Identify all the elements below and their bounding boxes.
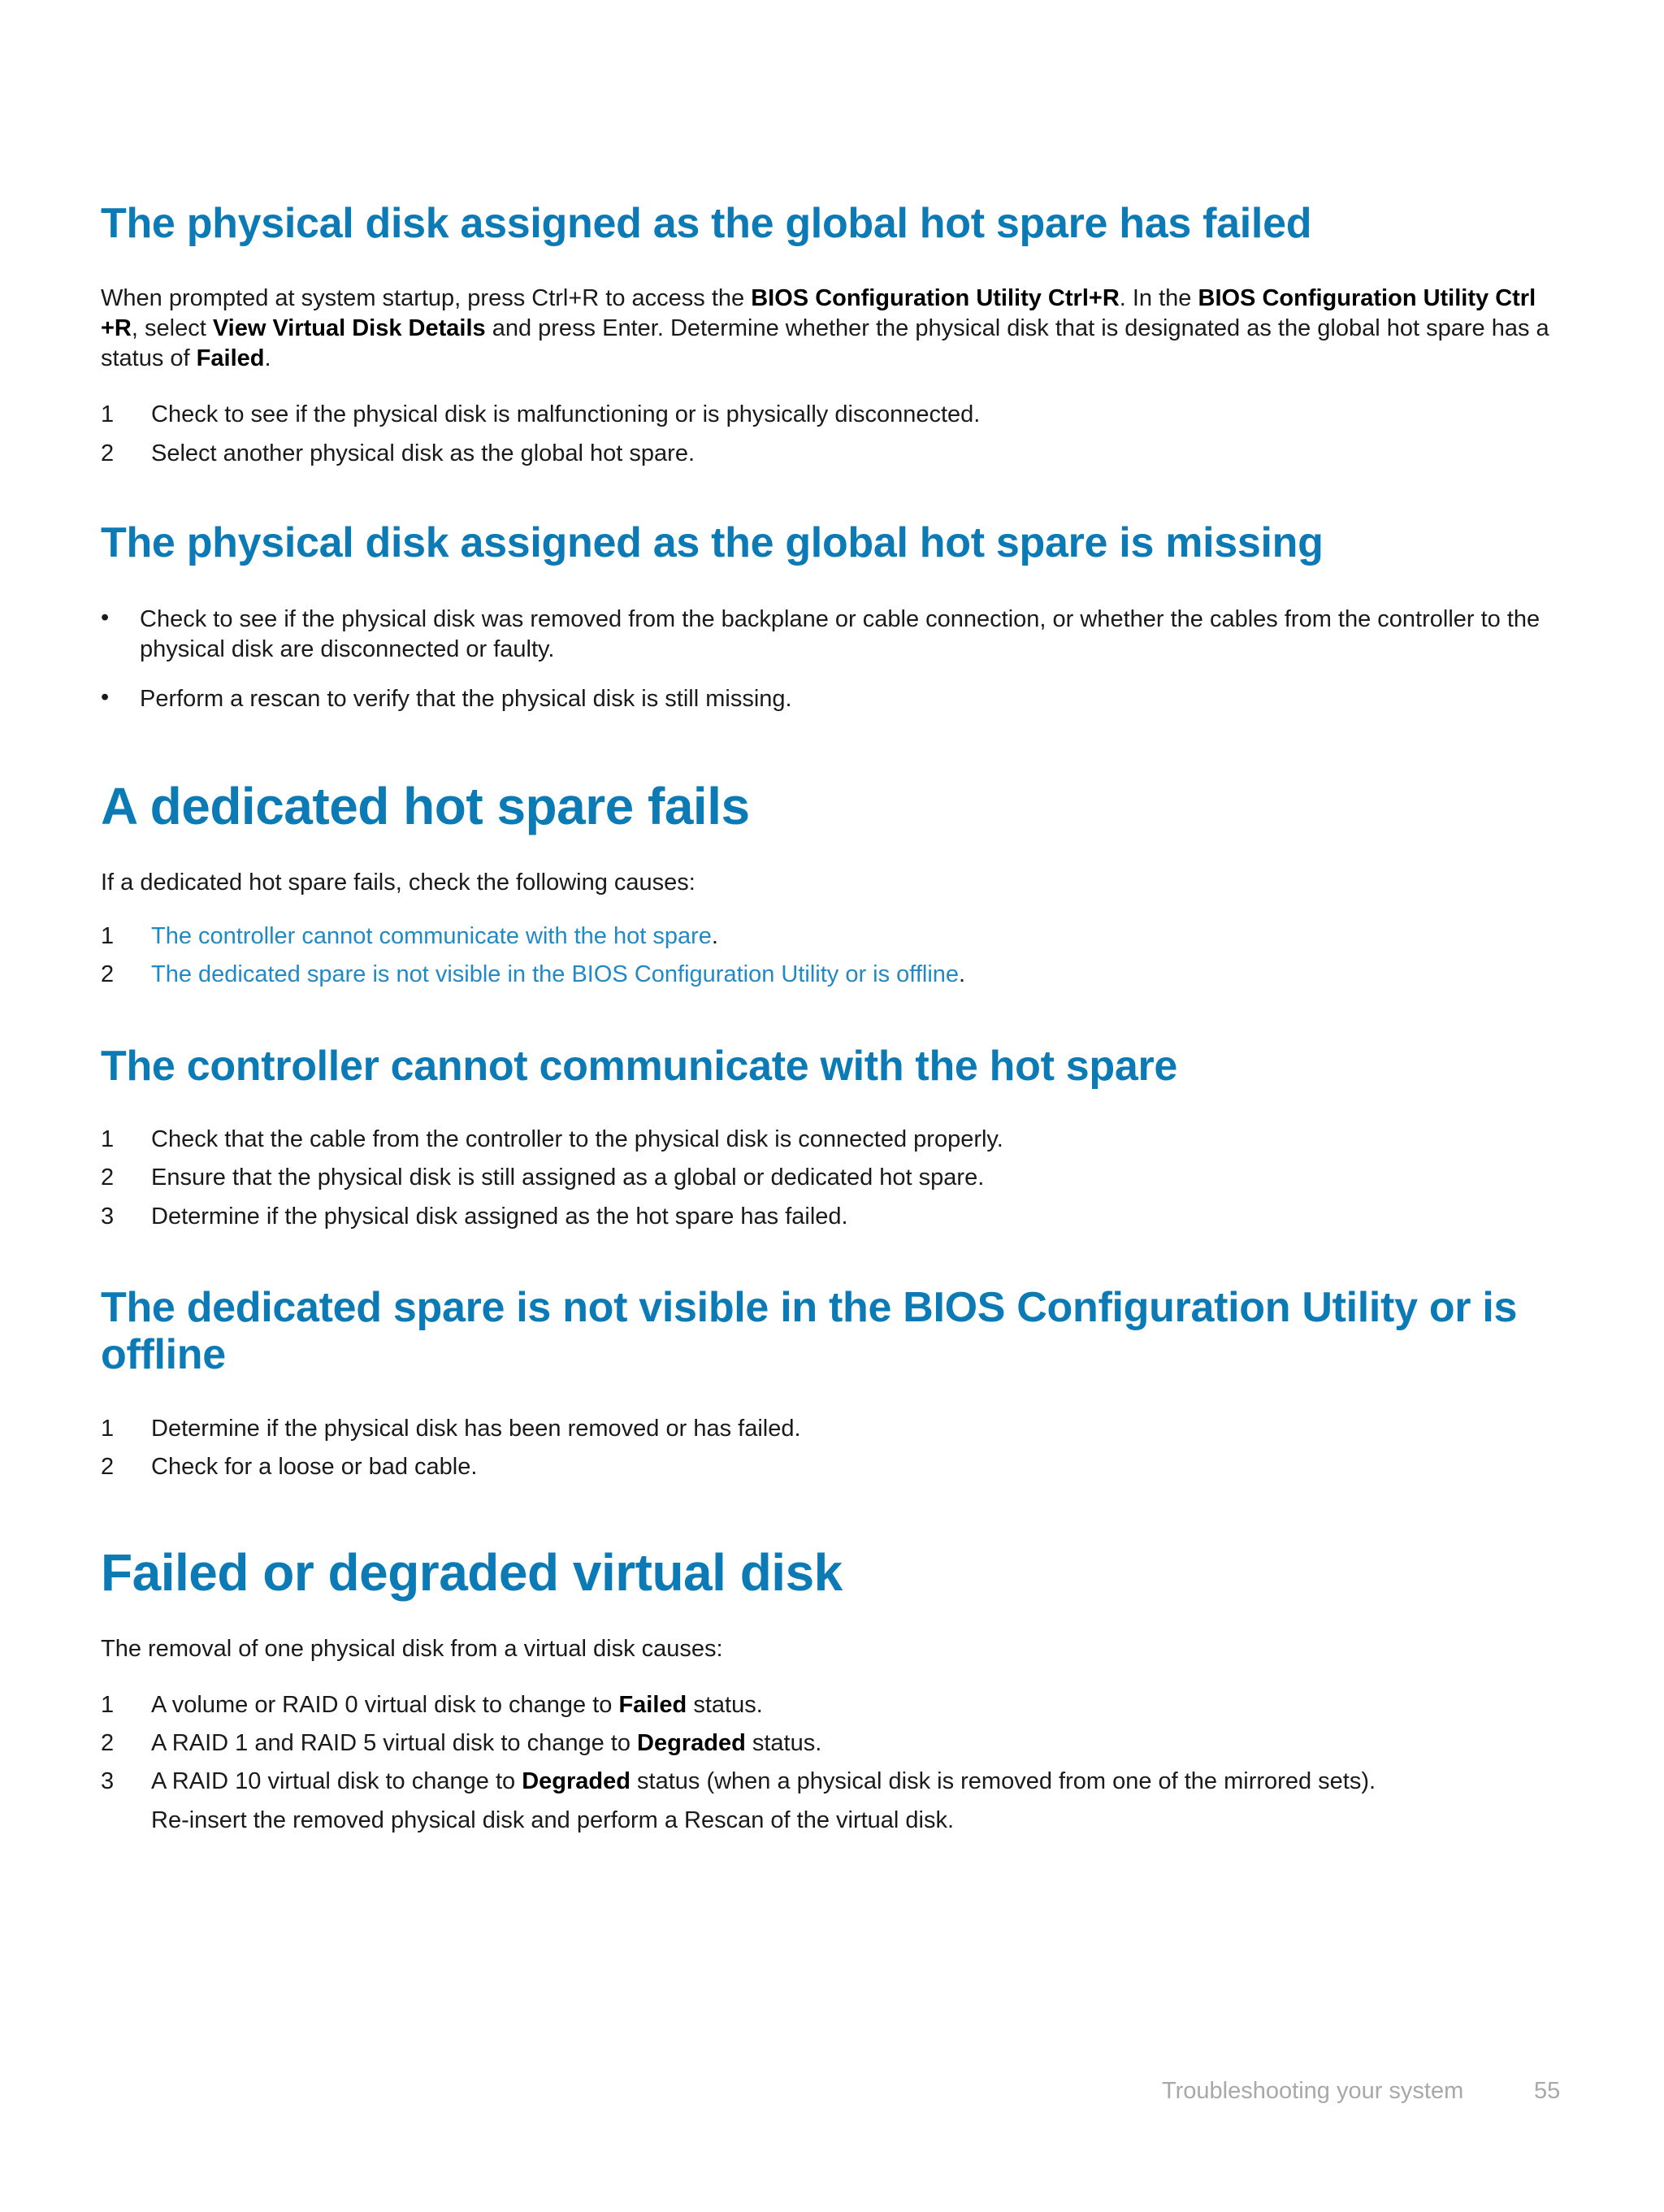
list-text: Determine if the physical disk assigned as the hot spare has failed. [151,1204,848,1230]
list-number: 1 [101,1416,115,1442]
heading-dedicated-hot-spare-fails: A dedicated hot spare fails [101,777,750,835]
intro-dedicated-hot-spare: If a dedicated hot spare fails, check the following causes: [101,870,696,896]
list-text [151,960,1565,990]
list-text: Check for a loose or bad cable. [151,1454,478,1480]
list-text: Select another physical disk as the global hot spare. [151,440,696,466]
list-number: 2 [101,1165,115,1191]
text-run: . [264,345,271,371]
list-number: 2 [101,440,115,466]
text-run: status. [745,1730,822,1756]
page-number: 55 [1534,2078,1561,2104]
bullet-text [140,605,1566,665]
list-text [151,1690,1565,1720]
heading-failed-degraded-virtual-disk: Failed or degraded virtual disk [101,1543,843,1602]
heading-controller-cannot-communicate: The controller cannot communicate with the hot spare [101,1043,1178,1090]
bold-run: View Virtual Disk Details [212,315,486,341]
link-dedicated-spare-not-visible[interactable]: The dedicated spare is not visible in the BIOS Configuration Utility or is offline [151,961,960,987]
bullet-line: Check to see if the physical disk was removed from the backplane or cable connection, or whether the cables from the controller to the [140,606,1540,632]
list-text [151,922,1565,952]
list-text: Ensure that the physical disk is still assigned as a global or dedicated hot spare. [151,1165,985,1191]
bold-run: Degraded [522,1768,630,1794]
text-run: . [711,923,718,949]
heading-dedicated-spare-not-visible [101,1284,1517,1378]
text-run: A RAID 10 virtual disk to change to [151,1768,522,1794]
list-number: 2 [101,1730,115,1756]
bullet-line: physical disk are disconnected or faulty. [140,636,555,662]
list-number: 1 [101,923,115,949]
list-number: 1 [101,401,115,427]
bold-run: BIOS Configuration Utility Ctrl+R [751,285,1120,311]
list-number: 1 [101,1692,115,1718]
bold-run: +R [101,315,132,341]
list-number: 2 [101,1454,115,1480]
text-run: status of [101,345,197,371]
text-run: status. [687,1692,763,1718]
heading-global-hot-spare-missing: The physical disk assigned as the global hot spare is missing [101,519,1324,566]
text-run: When prompted at system startup, press Ctrl+R to access the [101,285,752,311]
list-number: 3 [101,1204,115,1230]
note-text: Re-insert the removed physical disk and perform a Rescan of the virtual disk. [151,1807,955,1833]
bold-run: BIOS Configuration Utility Ctrl [1198,285,1536,311]
text-run: . In the [1119,285,1198,311]
heading-line: The dedicated spare is not visible in the BIOS Configuration Utility or is [101,1284,1518,1331]
link-controller-cannot-communicate[interactable]: The controller cannot communicate with the hot spare [151,923,712,949]
text-run: A volume or RAID 0 virtual disk to change to [151,1692,619,1718]
bold-run: Failed [618,1692,687,1718]
text-run: . [959,961,966,987]
list-text [151,1728,1565,1759]
bullet-mark: • [101,684,110,710]
bullet-text: Perform a rescan to verify that the physical disk is still missing. [140,686,792,712]
list-number: 1 [101,1126,115,1152]
list-text: Check to see if the physical disk is malfunctioning or is physically disconnected. [151,401,981,427]
bullet-mark: • [101,605,110,631]
heading-global-hot-spare-failed: The physical disk assigned as the global hot spare has failed [101,200,1312,247]
list-number: 2 [101,961,115,987]
text-run: A RAID 1 and RAID 5 virtual disk to change to [151,1730,638,1756]
text-run: status (when a physical disk is removed from one of the mirrored sets). [630,1768,1376,1794]
text-run: , select [131,315,213,341]
paragraph-global-hot-spare-failed [101,284,1563,374]
footer-section-title: Troubleshooting your system [1162,2078,1464,2104]
intro-failed-degraded: The removal of one physical disk from a virtual disk causes: [101,1636,723,1662]
list-text: Determine if the physical disk has been removed or has failed. [151,1416,801,1442]
text-run: and press Enter. Determine whether the physical disk that is designated as the global hot spare has a [485,315,1549,341]
bold-run: Failed [196,345,265,371]
bold-run: Degraded [637,1730,746,1756]
heading-line: offline [101,1331,226,1378]
list-text [151,1767,1565,1797]
list-text: Check that the cable from the controller to the physical disk is connected properly. [151,1126,1003,1152]
list-number: 3 [101,1768,115,1794]
